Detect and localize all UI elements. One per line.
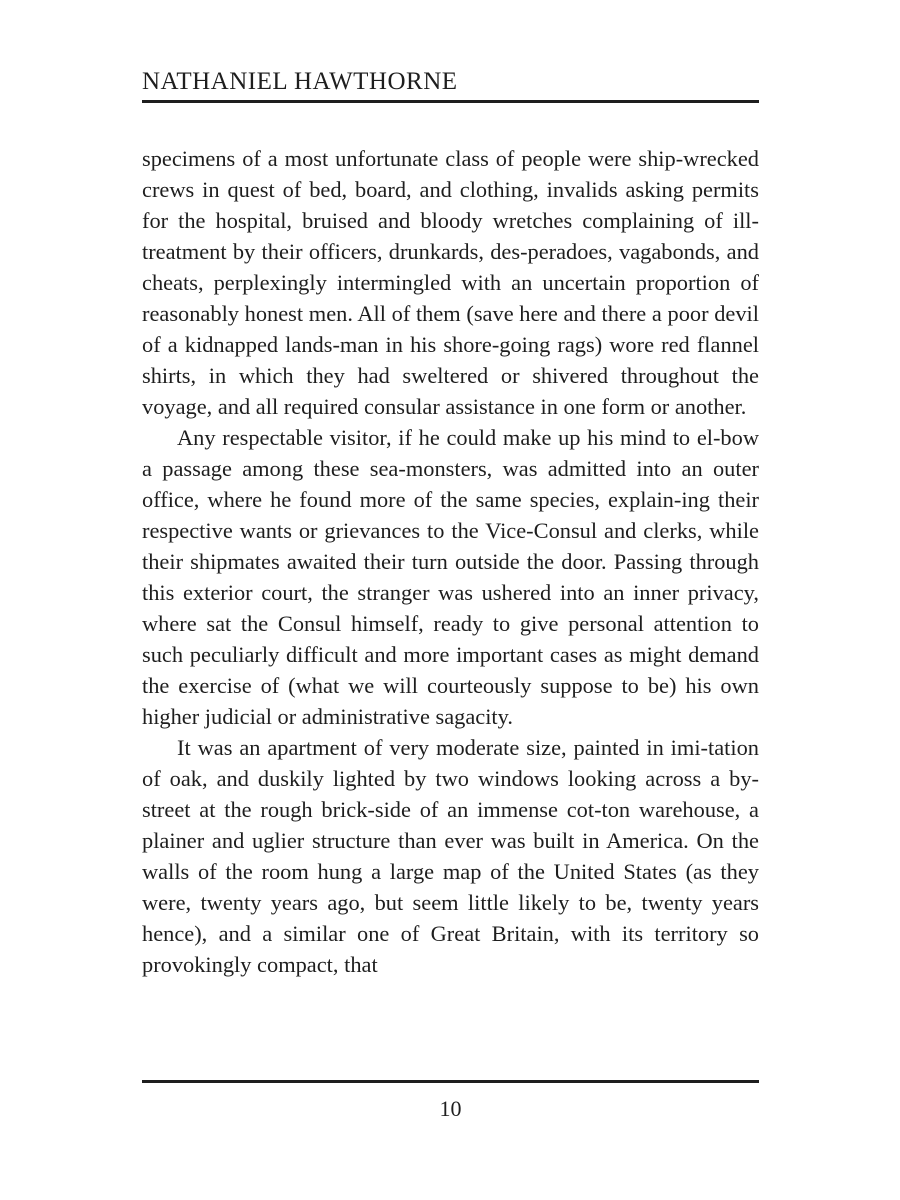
footer-rule <box>142 1080 759 1083</box>
running-head: NATHANIEL HAWTHORNE <box>142 68 458 95</box>
book-page <box>142 0 759 1200</box>
paragraph: It was an apartment of very moderate size, painted in imi-tation of oak, and duskily lighted by two windows looking across a by-street at the rough brick-side of an immense cot-ton warehouse, a plainer and uglier structure than ever was built in America. On the walls of the room hung a large map of the United States (as they were, twenty years ago, but seem little likely to be, twenty years hence), and a similar one of Great Britain, with its territory so provokingly compact, that <box>142 735 759 977</box>
page-number: 10 <box>439 1096 462 1121</box>
paragraph: Any respectable visitor, if he could make up his mind to el-bow a passage among these sea-monsters, was admitted into an outer office, where he found more of the same species, explain-ing their respective wants or grievances to the Vice-Consul and clerks, while their shipmates awaited their turn outside the door. Passing through this exterior court, the stranger was ushered into an inner privacy, where sat the Consul himself, ready to give personal attention to such peculiarly difficult and more important cases as might demand the exercise of (what we will courteously suppose to be) his own higher judicial or administrative sagacity. <box>142 425 759 729</box>
body-text <box>142 143 759 980</box>
header-rule <box>142 100 759 103</box>
paragraph-continued: specimens of a most unfortunate class of people were ship-wrecked crews in quest of bed, board, and clothing, invalids asking permits for the hospital, bruised and bloody wretches complaining of ill-treatment by their officers, drunkards, des-peradoes, vagabonds, and cheats, perplexingly intermingled with an uncertain proportion of reasonably honest men. All of them (save here and there a poor devil of a kidnapped lands-man in his shore-going rags) wore red flannel shirts, in which they had sweltered or shivered throughout the voyage, and all required consular assistance in one form or another. <box>142 146 759 419</box>
